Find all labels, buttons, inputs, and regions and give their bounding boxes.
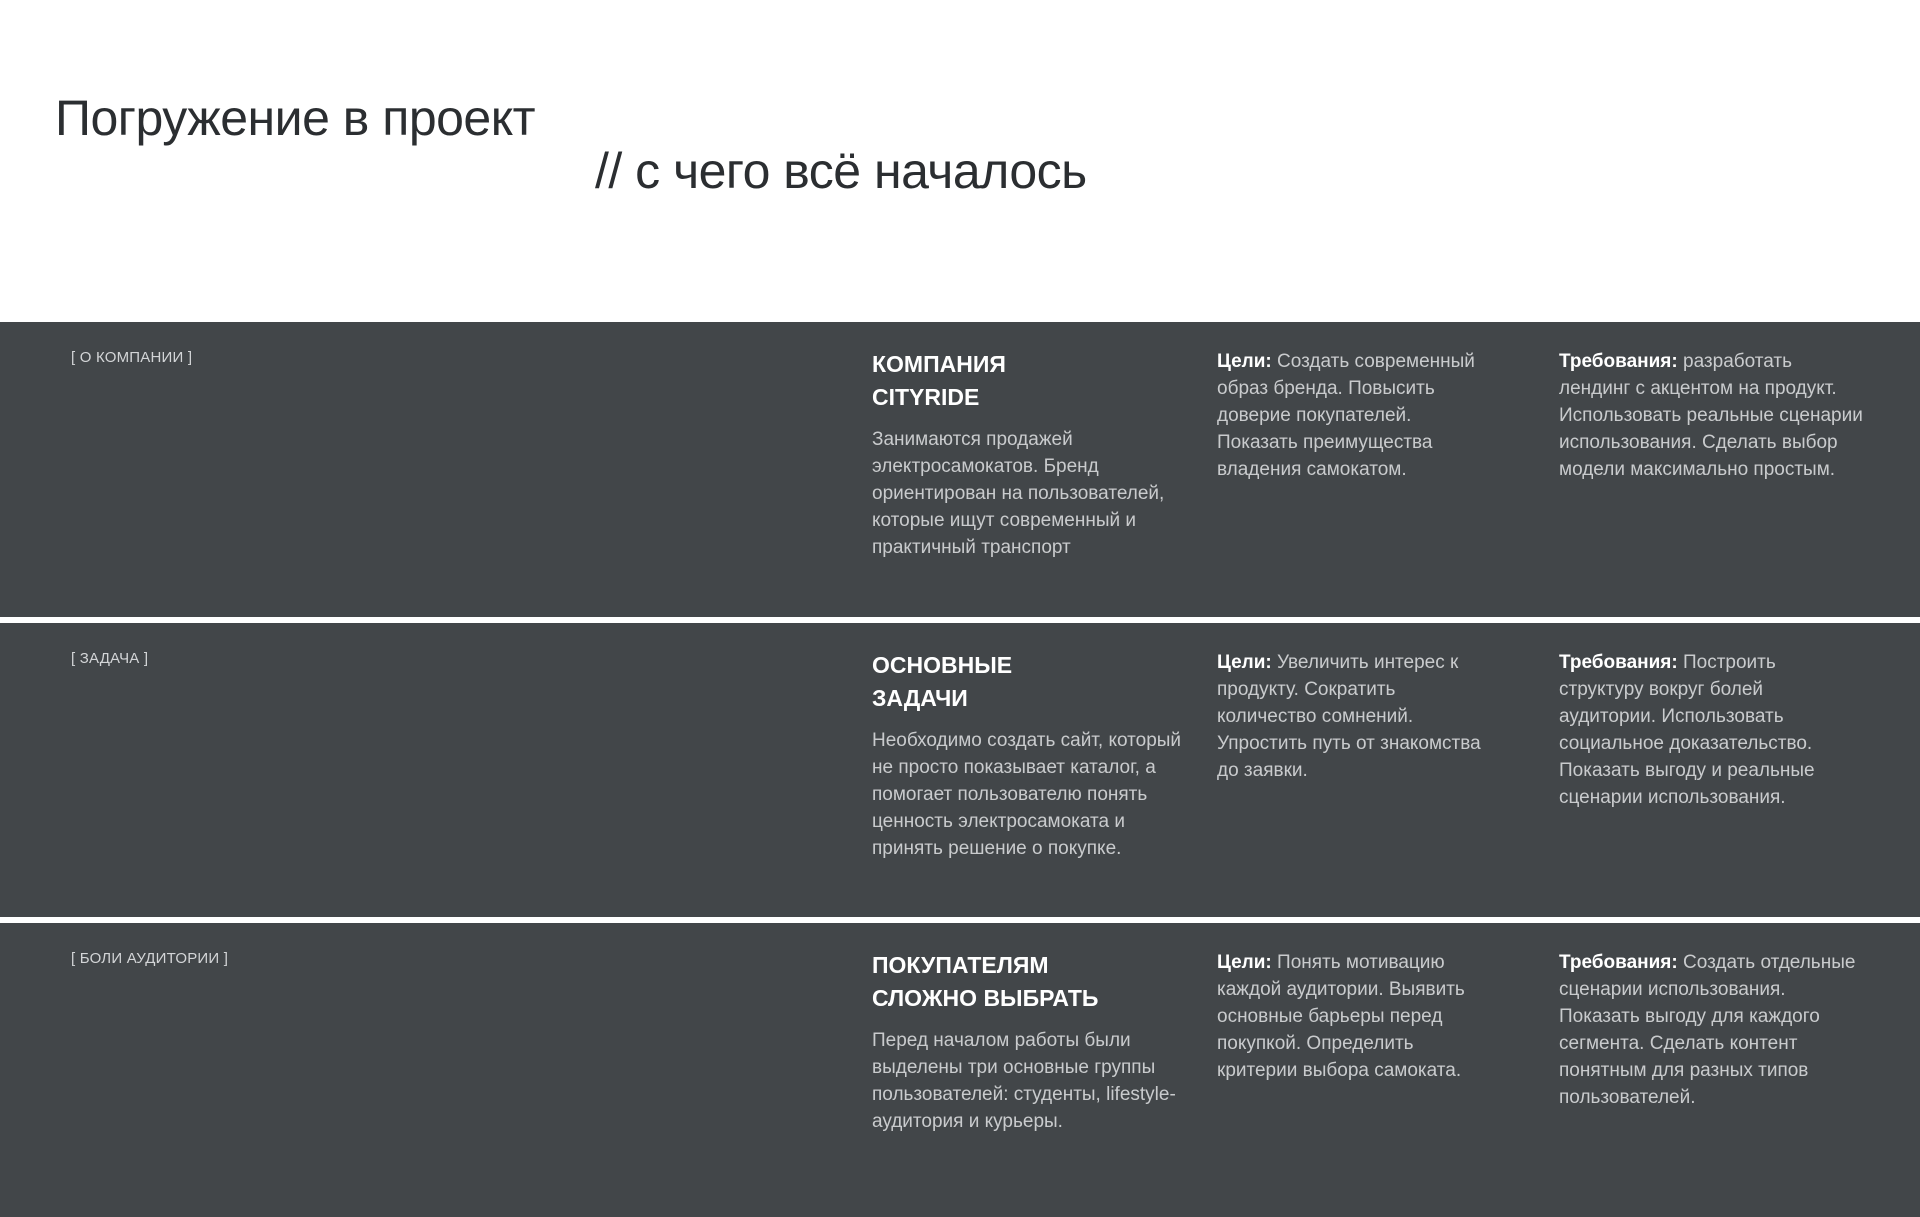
section-audience-pains bbox=[0, 923, 1920, 1217]
section-tag: [ БОЛИ АУДИТОРИИ ] bbox=[71, 950, 229, 967]
goals-label: Цели: bbox=[1217, 652, 1272, 673]
goals-text bbox=[1217, 348, 1482, 483]
goals-text bbox=[1217, 949, 1482, 1084]
section-tag: [ ЗАДАЧА ] bbox=[71, 650, 149, 667]
section-description: Необходимо создать сайт, который не просто показывает каталог, а помогает пользователю понять ценность электросамоката и принять решение о покупке. bbox=[872, 730, 1182, 859]
section-heading: КОМПАНИЯ CITYRIDE bbox=[872, 351, 1006, 410]
requirements-text bbox=[1559, 949, 1864, 1111]
hero-header bbox=[0, 0, 1920, 322]
goals-body: Создать современный образ бренда. Повысить доверие покупателей. Показать преимущества владения самокатом. bbox=[1217, 351, 1475, 480]
goals-column bbox=[1217, 949, 1482, 1084]
section-heading: ОСНОВНЫЕ ЗАДАЧИ bbox=[872, 652, 1013, 711]
goals-body: Увеличить интерес к продукту. Сократить количество сомнений. Упростить путь от знакомства до заявки. bbox=[1217, 652, 1481, 781]
requirements-body: Построить структуру вокруг болей аудитории. Использовать социальное доказательство. Показать выгоду и реальные сценарии использования. bbox=[1559, 652, 1815, 808]
page-title: Погружение в проект bbox=[55, 90, 536, 146]
goals-body: Понять мотивацию каждой аудитории. Выявить основные барьеры перед покупкой. Определить критерии выбора самоката. bbox=[1217, 952, 1465, 1081]
section-main-column bbox=[872, 649, 1182, 862]
requirements-label: Требования: bbox=[1559, 351, 1678, 372]
goals-text bbox=[1217, 649, 1482, 784]
section-heading: ПОКУПАТЕЛЯМ СЛОЖНО ВЫБРАТЬ bbox=[872, 952, 1099, 1011]
goals-label: Цели: bbox=[1217, 351, 1272, 372]
requirements-text bbox=[1559, 348, 1864, 483]
section-description: Перед началом работы были выделены три основные группы пользователей: студенты, lifestyle-аудитория и курьеры. bbox=[872, 1030, 1176, 1132]
requirements-label: Требования: bbox=[1559, 652, 1678, 673]
goals-column bbox=[1217, 348, 1482, 483]
requirements-label: Требования: bbox=[1559, 952, 1678, 973]
section-tag: [ О КОМПАНИИ ] bbox=[71, 349, 193, 366]
goals-column bbox=[1217, 649, 1482, 784]
section-task bbox=[0, 623, 1920, 917]
requirements-body: Создать отдельные сценарии использования. Показать выгоду для каждого сегмента. Сделать контент понятным для разных типов пользователей. bbox=[1559, 952, 1856, 1108]
section-main-column bbox=[872, 348, 1182, 561]
section-about-company bbox=[0, 322, 1920, 617]
goals-label: Цели: bbox=[1217, 952, 1272, 973]
requirements-column bbox=[1559, 949, 1864, 1111]
requirements-column bbox=[1559, 649, 1864, 811]
page-subtitle: // с чего всё началось bbox=[595, 143, 1087, 199]
requirements-text bbox=[1559, 649, 1864, 811]
section-main-column bbox=[872, 949, 1182, 1135]
requirements-column bbox=[1559, 348, 1864, 483]
section-description: Занимаются продажей электросамокатов. Бренд ориентирован на пользователей, которые ищут современный и практичный транспорт bbox=[872, 429, 1165, 558]
requirements-body: разработать лендинг с акцентом на продукт. Использовать реальные сценарии использования. Сделать выбор модели максимально простым. bbox=[1559, 351, 1863, 480]
